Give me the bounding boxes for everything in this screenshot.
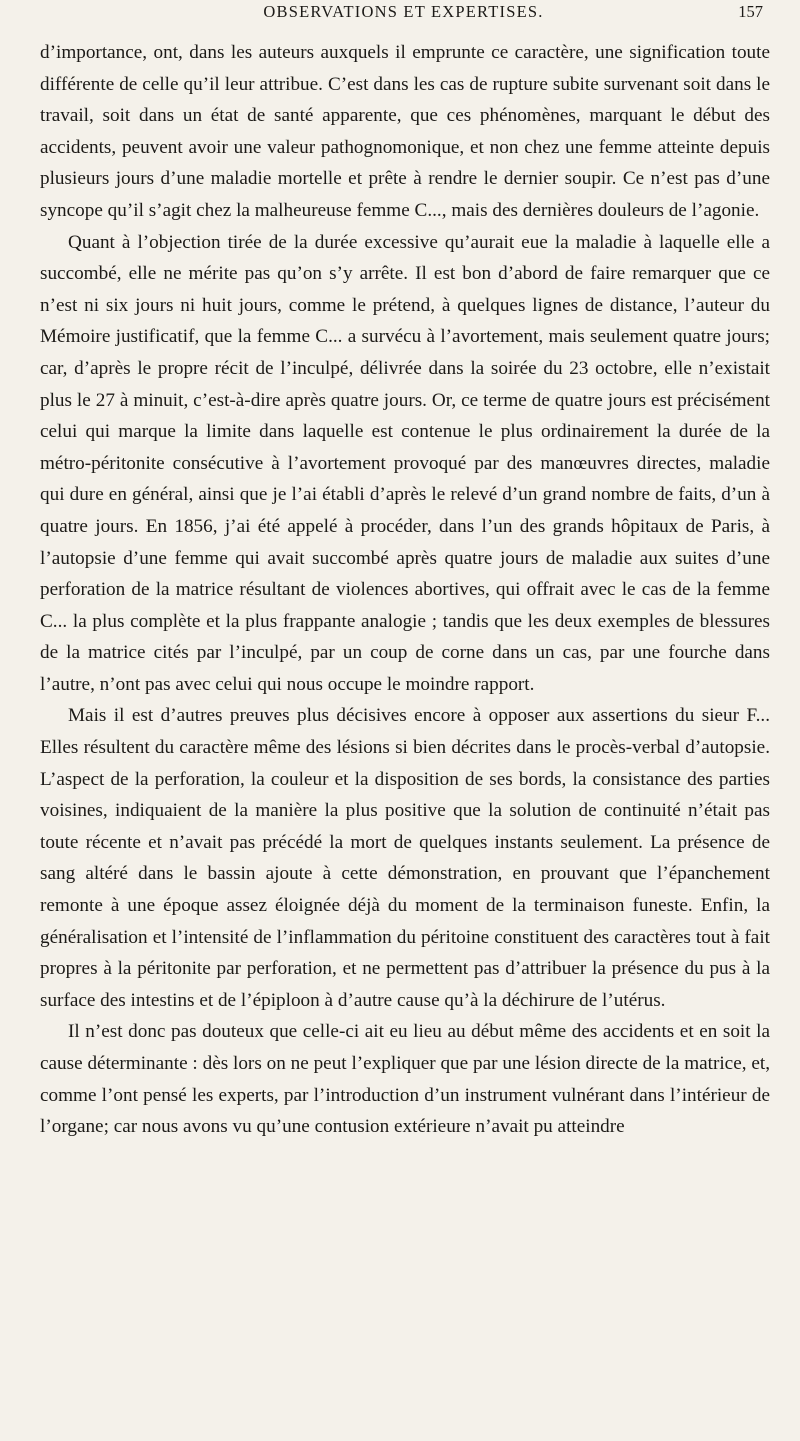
- body-text: [40, 37, 770, 1143]
- paragraph: Il n’est donc pas douteux que celle-ci ait eu lieu au début même des accidents et en soit la cause déterminante : dès lors on ne peut l’expliquer que par une lésion directe de la matrice, et, comme l’ont pensé les experts, par l’introduction d’un instrument vulnérant dans l’intérieur de l’organe; car nous avons vu qu’une contusion extérieure n’avait pu atteindre: [40, 1021, 770, 1138]
- paragraph: Mais il est d’autres preuves plus décisives encore à opposer aux assertions du sieur F... Elles résultent du caractère même des lésions si bien décrites dans le procès-verbal d’autopsie. L’aspect de la perforation, la couleur et la disposition de ses bords, la consistance des parties voisines, indiquaient de la manière la plus positive que la solution de continuité n’était pas toute récente et n’avait pas précédé la mort de quelques instants seulement. La présence de sang altéré dans le bassin ajoute à cette démonstration, en prouvant que l’épanchement remonte à une époque assez éloignée déjà du moment de la terminaison funeste. Enfin, la généralisation et l’intensité de l’inflammation du péritoine constituent des caractères tout à fait propres à la péritonite par perforation, et ne permettent pas d’attribuer la présence du pus à la surface des intestins et de l’épiploon à d’autre cause qu’à la déchirure de l’utérus.: [40, 705, 770, 1011]
- paragraph-continued: d’importance, ont, dans les auteurs auxquels il emprunte ce caractère, une signification toute différente de celle qu’il leur attribue. C’est dans les cas de rupture subite survenant soit dans le travail, soit dans un état de santé apparente, que ces phénomènes, marquant le début des accidents, peuvent avoir une valeur pathognomonique, et non chez une femme atteinte depuis plusieurs jours d’une maladie mortelle et prête à rendre le dernier soupir. Ce n’est pas d’une syncope qu’il s’agit chez la malheureuse femme C..., mais des dernières douleurs de l’agonie.: [40, 42, 770, 221]
- page-number: 157: [738, 2, 763, 21]
- paragraph: Quant à l’objection tirée de la durée excessive qu’aurait eue la maladie à laquelle elle a succombé, elle ne mérite pas qu’on s’y arrête. Il est bon d’abord de faire remarquer que ce n’est ni six jours ni huit jours, comme le prétend, à quelques lignes de distance, l’auteur du Mémoire justificatif, que la femme C... a survécu à l’avortement, mais seulement quatre jours; car, d’après le propre récit de l’inculpé, délivrée dans la soirée du 23 octobre, elle n’existait plus le 27 à minuit, c’est-à-dire après quatre jours. Or, ce terme de quatre jours est précisément celui qui marque la limite dans laquelle est contenue le plus ordinairement la durée de la métro-péritonite consécutive à l’avortement provoqué par des manœuvres directes, maladie qui dure en général, ainsi que je l’ai établi d’après le relevé d’un grand nombre de faits, d’un à quatre jours. En 1856, j’ai été appelé à procéder, dans l’un des grands hôpitaux de Paris, à l’autopsie d’une femme qui avait succombé après quatre jours de maladie aux suites d’une perforation de la matrice résultant de violences abortives, qui offrait avec le cas de la femme C... la plus complète et la plus frappante analogie ; tandis que les deux exemples de blessures de la matrice cités par l’inculpé, par un coup de corne dans un cas, par une fourche dans l’autre, n’ont pas avec celui qui nous occupe le moindre rapport.: [40, 231, 770, 695]
- running-head: OBSERVATIONS ET EXPERTISES.: [263, 2, 544, 21]
- page-header: [40, 2, 767, 32]
